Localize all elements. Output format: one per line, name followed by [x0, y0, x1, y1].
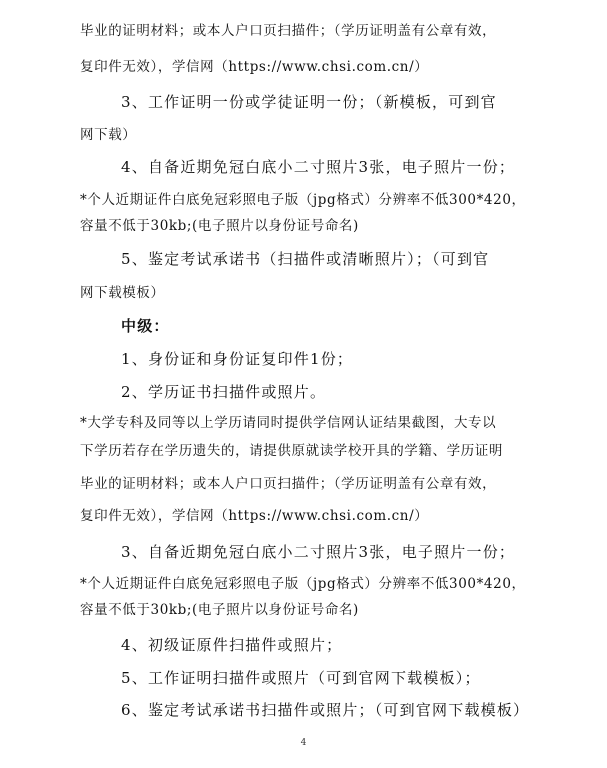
- text-line: 下学历若存在学历遗失的，请提供原就读学校开具的学籍、学历证明: [80, 443, 503, 459]
- section-heading: 中级：: [121, 317, 170, 335]
- text-line: 容量不低于30kb;(电子照片以身份证号命名): [80, 602, 359, 618]
- list-item: 6、鉴定考试承诺书扫描件或照片；（可到官网下载模板）: [121, 701, 530, 719]
- text-line: 网下载模板）: [80, 285, 165, 301]
- text-line: 毕业的证明材料；或本人户口页扫描件；（学历证明盖有公章有效，: [80, 23, 497, 39]
- list-item: 5、工作证明扫描件或照片（可到官网下载模板）；: [121, 669, 481, 687]
- text-line: *个人近期证件白底免冠彩照电子版（jpg格式）分辨率不低300*420，: [80, 576, 526, 592]
- text-line: *大学专科及同等以上学历请同时提供学信网认证结果截图，大专以: [80, 415, 497, 431]
- text-line: *个人近期证件白底免冠彩照电子版（jpg格式）分辨率不低300*420，: [80, 192, 526, 208]
- list-item: 4、自备近期免冠白底小二寸照片3张，电子照片一份；: [121, 158, 516, 176]
- list-item: 1、身份证和身份证复印件1份；: [121, 350, 354, 368]
- list-item: 2、学历证书扫描件或照片。: [121, 383, 327, 401]
- text-line: 毕业的证明材料；或本人户口页扫描件；（学历证明盖有公章有效，: [80, 476, 497, 492]
- text-line: 复印件无效），学信网（https://www.chsi.com.cn/）: [80, 59, 429, 75]
- list-item: 5、鉴定考试承诺书（扫描件或清晰照片）；（可到官: [121, 250, 490, 268]
- text-line: 复印件无效），学信网（https://www.chsi.com.cn/）: [80, 508, 429, 524]
- text-line: 容量不低于30kb;(电子照片以身份证号命名): [80, 218, 359, 234]
- list-item: 3、自备近期免冠白底小二寸照片3张，电子照片一份；: [121, 543, 516, 561]
- list-item: 3、工作证明一份或学徒证明一份；（新模板，可到官: [121, 93, 497, 111]
- text-line: 网下载）: [80, 127, 137, 143]
- list-item: 4、初级证原件扫描件或照片；: [121, 636, 343, 654]
- page-number: 4: [300, 738, 307, 748]
